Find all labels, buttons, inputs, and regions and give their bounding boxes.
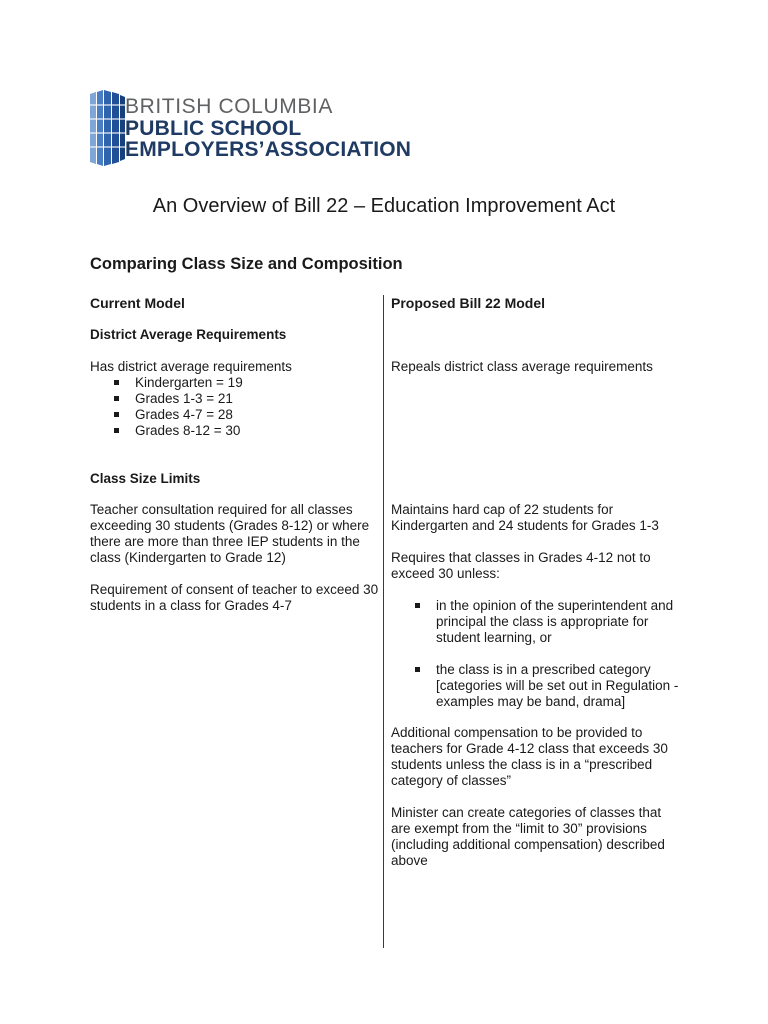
teacher-consultation-text: Teacher consultation required for all classes exceeding 30 students (Grades 8-12) or where there are more than three IEP students in the class (Kindergarten to Grade 12) [90, 502, 370, 565]
logo-line-2: PUBLIC SCHOOL [125, 117, 302, 140]
column-divider [383, 295, 384, 948]
list-item: Grades 1-3 = 21 [90, 391, 380, 407]
additional-compensation-text: Additional compensation to be provided to teachers for Grade 4-12 class that exceeds 30 students unless the class is in a “prescribed category of classes” [391, 725, 668, 788]
list-item: the class is in a prescribed category [categories will be set out in Regulation - examples may be band, drama] [391, 662, 681, 710]
logo-line-1: BRITISH COLUMBIA [125, 95, 333, 118]
class-size-limits-heading: Class Size Limits [90, 471, 201, 486]
teacher-consent-text: Requirement of consent of teacher to exceed 30 students in a class for Grades 4-7 [90, 582, 379, 613]
list-item: Grades 8-12 = 30 [90, 423, 380, 439]
list-item: Grades 4-7 = 28 [90, 407, 380, 423]
hard-cap-text: Maintains hard cap of 22 students for Kindergarten and 24 students for Grades 1-3 [391, 502, 659, 533]
exceptions-list [391, 598, 681, 710]
district-average-list [90, 375, 380, 439]
current-model-header: Current Model [90, 295, 185, 311]
repeals-average-text: Repeals district class average requirements [391, 359, 653, 374]
logo-line-3: EMPLOYERS’ASSOCIATION [125, 138, 412, 161]
proposed-model-header: Proposed Bill 22 Model [391, 295, 546, 311]
section-title: Comparing Class Size and Composition [90, 255, 403, 273]
logo-wordmark [125, 96, 411, 160]
district-average-heading: District Average Requirements [90, 327, 287, 342]
district-intro-text: Has district average requirements [90, 359, 292, 374]
list-item: Kindergarten = 19 [90, 375, 380, 391]
list-item: in the opinion of the superintendent and principal the class is appropriate for student learning, or [391, 598, 681, 646]
logo-columns-icon [90, 90, 126, 166]
grades-limit-text: Requires that classes in Grades 4-12 not to exceed 30 unless: [391, 550, 651, 581]
minister-categories-text: Minister can create categories of classes that are exempt from the “limit to 30” provisions (including additional compensation) described above [391, 805, 665, 868]
document-title: An Overview of Bill 22 – Education Improvement Act [152, 195, 616, 217]
